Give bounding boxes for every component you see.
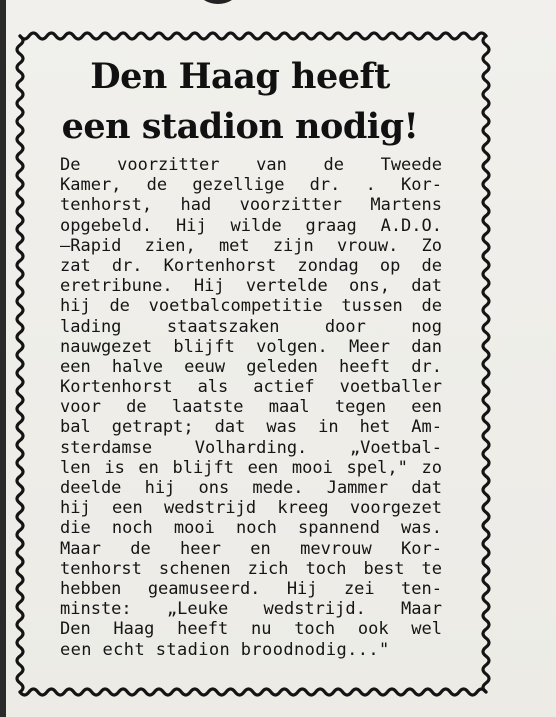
- article-body-line: nauwgezet blijft volgen. Meer dan: [60, 336, 442, 357]
- article-body-line: hij een wedstrijd kreeg voorgezet: [60, 498, 442, 519]
- article-body-line: tenhorst, had voorzitter Martens: [60, 195, 442, 216]
- article-body: [60, 155, 442, 660]
- article-body-line: een halve eeuw geleden heeft dr.: [60, 356, 442, 377]
- article-body-line: De voorzitter van de Tweede: [60, 155, 442, 175]
- article-body-line: hij de voetbalcompetitie tussen de: [60, 296, 442, 317]
- article-body-line: bal getrapt; dat was in het Am-: [60, 417, 442, 438]
- article-body-line: eretribune. Hij vertelde ons, dat: [60, 276, 442, 297]
- article-body-line: minste: „Leuke wedstrijd. Maar: [60, 599, 442, 620]
- article-body-line: zat dr. Kortenhorst zondag op de: [60, 255, 442, 276]
- article-body-line: tenhorst schenen zich toch best te: [60, 558, 442, 579]
- article-body-line: sterdamse Volharding. „Voetbal-: [60, 437, 442, 458]
- article-body-line: die noch mooi noch spannend was.: [60, 518, 442, 539]
- article-body-line: Maar de heer en mevrouw Kor-: [60, 538, 442, 559]
- clipping-left-edge: [0, 0, 6, 717]
- article-body-line: —Rapid zien, met zijn vrouw. Zo: [60, 235, 442, 256]
- article-body-line: opgebeld. Hij wilde graag A.D.O.: [60, 215, 442, 236]
- headline-line-1: Den Haag heeft: [90, 56, 390, 97]
- article-body-line: lading staatszaken door nog: [60, 316, 442, 337]
- headline-line-2: een stadion nodig!: [61, 106, 419, 147]
- article-body-line: len is en blijft een mooi spel," zo: [60, 457, 442, 478]
- article-body-line: hebben geamuseerd. Hij zei ten-: [60, 578, 442, 599]
- article-headline: [30, 52, 450, 152]
- article-body-line: Kamer, de gezellige dr. . Kor-: [60, 175, 442, 196]
- article-body-line: Kortenhorst als actief voetballer: [60, 377, 442, 398]
- article-body-line: voor de laatste maal tegen een: [60, 397, 442, 418]
- article-body-line: een echt stadion broodnodig...": [60, 639, 390, 660]
- article-body-line: deelde hij ons mede. Jammer dat: [60, 478, 442, 498]
- article-body-line: Den Haag heeft nu toch ook wel: [60, 619, 442, 640]
